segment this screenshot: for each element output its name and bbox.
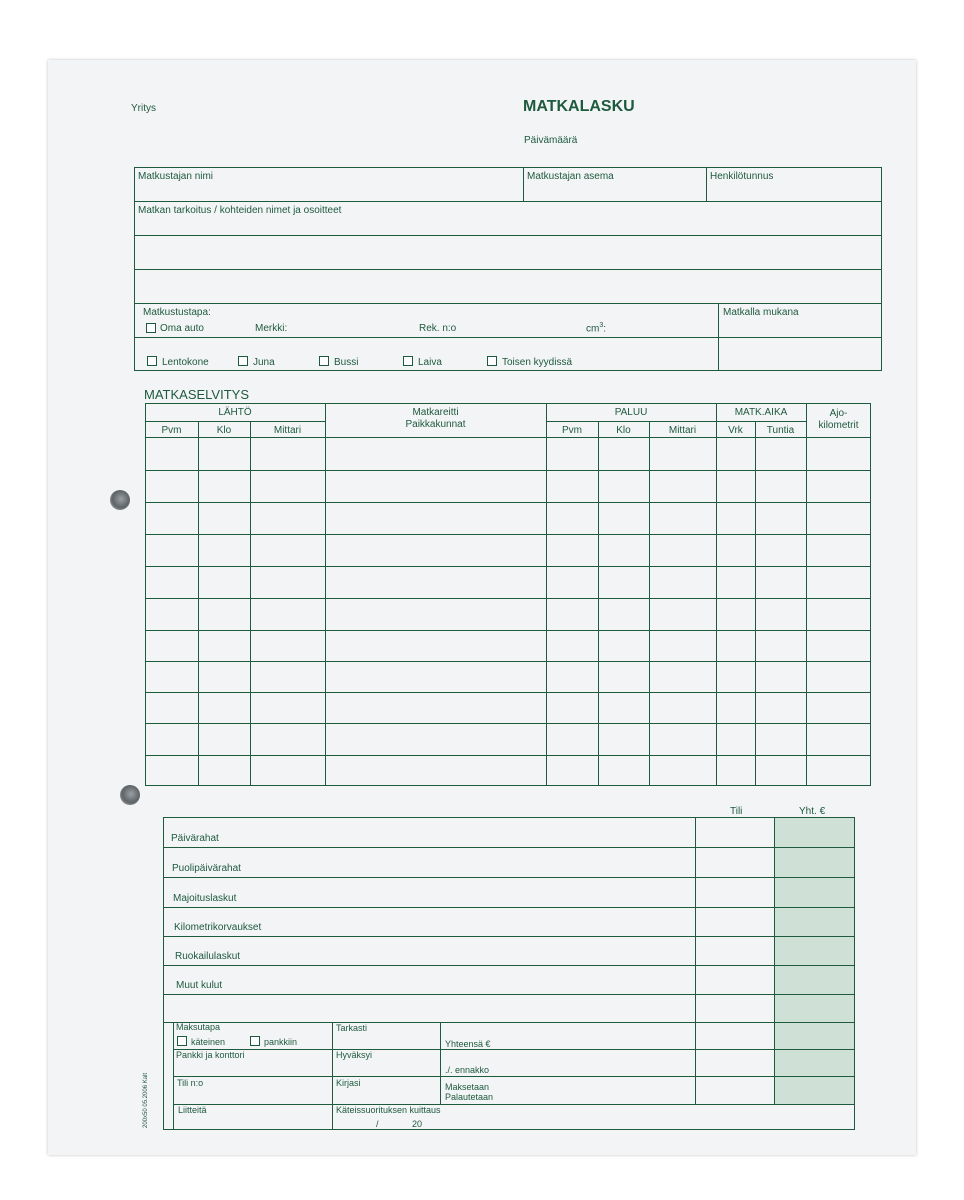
cash-label: käteinen	[191, 1037, 226, 1047]
departure-date-header: Pvm	[161, 425, 182, 436]
duration-days-header: Vrk	[728, 425, 743, 436]
recorded-by-label: Kirjasi	[336, 1078, 361, 1088]
grand-total-label: Yhteensä €	[445, 1039, 491, 1049]
total-column-header: Yht. €	[799, 806, 826, 817]
approved-by-label: Hyväksyi	[336, 1050, 373, 1060]
attachments-label: Liitteitä	[178, 1105, 207, 1115]
departure-header: LÄHTÖ	[218, 407, 252, 418]
travel-report-table	[145, 403, 871, 786]
route-header-line2: Paikkakunnat	[405, 419, 466, 430]
punch-hole-bottom	[120, 785, 140, 805]
own-car-label: Oma auto	[160, 323, 204, 334]
car-brand-label: Merkki:	[255, 323, 288, 334]
expense-row-label: Ruokailulaskut	[175, 951, 241, 962]
payment-method-label: Maksutapa	[176, 1022, 221, 1032]
km-header-line2: kilometrit	[818, 420, 859, 431]
account-no-label: Tili n:o	[177, 1078, 204, 1088]
cash-receipt-label: Käteissuorituksen kuittaus	[336, 1105, 441, 1115]
bank-branch-label: Pankki ja konttori	[176, 1050, 245, 1060]
return-odometer-header: Mittari	[668, 425, 697, 436]
return-date-header: Pvm	[562, 425, 582, 436]
bank-transfer-label: pankkiin	[264, 1037, 298, 1047]
plane-label: Lentokone	[162, 357, 209, 368]
train-checkbox[interactable]	[238, 356, 248, 366]
expense-row-label: Majoituslaskut	[173, 893, 237, 904]
ship-checkbox[interactable]	[403, 356, 413, 366]
transport-label: Matkustustapa:	[143, 307, 211, 318]
bus-label: Bussi	[334, 357, 359, 368]
print-code: 200x50 05.2006 Kalt	[143, 1072, 149, 1128]
other-ride-checkbox[interactable]	[487, 356, 497, 366]
expense-row-label: Puolipäivärahat	[172, 863, 241, 874]
bus-checkbox[interactable]	[319, 356, 329, 366]
engine-cm3-label: $cm^3$:	[586, 322, 607, 335]
bank-transfer-checkbox[interactable]	[250, 1036, 260, 1046]
route-header-line1: Matkareitti	[412, 407, 459, 418]
checked-by-label: Tarkasti	[336, 1023, 368, 1033]
pay-back-label: Palautetaan	[445, 1092, 494, 1102]
ship-label: Laiva	[418, 357, 442, 368]
cash-checkbox[interactable]	[177, 1036, 187, 1046]
reg-no-label: Rek. n:o	[419, 323, 457, 334]
punch-hole-top	[110, 490, 130, 510]
traveller-id-label: Henkilötunnus	[710, 171, 774, 182]
other-ride-label: Toisen kyydissä	[502, 357, 573, 368]
traveller-name-label: Matkustajan nimi	[138, 171, 214, 182]
receipt-year-prefix: 20	[412, 1119, 423, 1129]
report-section-title: MATKASELVITYS	[144, 387, 249, 402]
own-car-checkbox[interactable]	[146, 323, 156, 333]
trip-purpose-label: Matkan tarkoitus / kohteiden nimet ja osoitteet	[138, 205, 342, 216]
plane-checkbox[interactable]	[147, 356, 157, 366]
expense-row-label: Päivärahat	[171, 833, 219, 844]
companions-label: Matkalla mukana	[723, 307, 799, 318]
duration-header: MATK.AIKA	[734, 407, 788, 418]
traveller-position-label: Matkustajan asema	[527, 171, 614, 182]
account-column-header: Tili	[730, 806, 743, 817]
form-title: MATKALASKU	[523, 98, 635, 115]
receipt-date-slash: /	[376, 1119, 379, 1129]
expense-row-label: Muut kulut	[176, 980, 223, 991]
return-header: PALUU	[614, 407, 648, 418]
date-label: Päivämäärä	[524, 135, 578, 146]
return-time-header: Klo	[616, 425, 631, 436]
company-label: Yritys	[131, 103, 156, 114]
pay-out-label: Maksetaan	[445, 1082, 490, 1092]
expense-row-label: Kilometrikorvaukset	[174, 922, 262, 933]
departure-time-header: Klo	[216, 425, 232, 436]
expenses-table	[163, 817, 855, 1130]
train-label: Juna	[253, 357, 275, 368]
duration-hours-header: Tuntia	[766, 425, 795, 436]
advance-label: ./. ennakko	[445, 1065, 490, 1075]
departure-odometer-header: Mittari	[273, 425, 302, 436]
km-header-line1: Ajo-	[829, 408, 848, 419]
